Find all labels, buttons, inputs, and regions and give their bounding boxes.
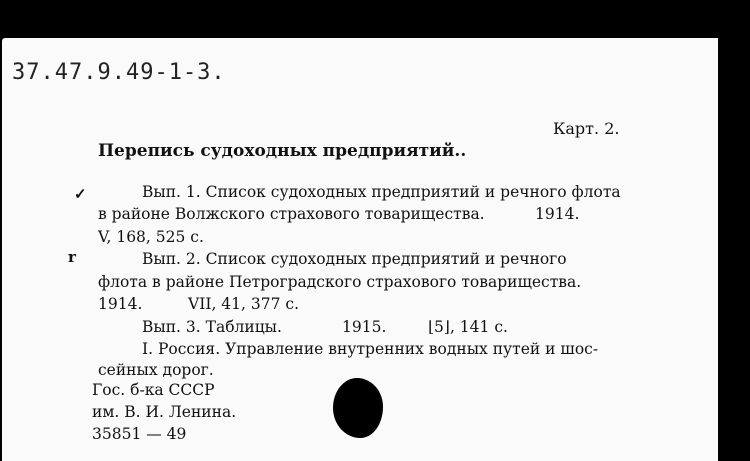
issue1-year: 1914. — [535, 205, 580, 223]
issue1-line3: V, 168, 525 с. — [98, 228, 204, 246]
issue2-year: 1914. — [98, 295, 143, 313]
issue3-year: 1915. — [342, 318, 387, 336]
issue2-mark: r — [68, 248, 76, 266]
library-line2: им. В. И. Ленина. — [92, 403, 237, 421]
call-number: 37.47.9.49-1-3. — [12, 60, 226, 85]
ink-blot — [333, 378, 383, 438]
library-line3: 35851 — 49 — [92, 425, 187, 443]
library-line1: Гос. б-ка СССР — [92, 381, 215, 399]
issue2-pages: VII, 41, 377 с. — [188, 295, 299, 313]
issue1-line2: в районе Волжского страхового товарищества. — [98, 205, 485, 223]
issue3-label: Вып. 3. Таблицы. — [142, 318, 282, 336]
card-title: Перепись судоходных предприятий.. — [98, 141, 467, 161]
issue3-pages: ⌊5⌋, 141 с. — [428, 318, 508, 336]
issue1-line1: Вып. 1. Список судоходных предприятий и речного флота — [142, 183, 621, 201]
checkmark-icon: ✓ — [74, 185, 87, 203]
card-label: Карт. 2. — [553, 119, 620, 138]
subject-line1: I. Россия. Управление внутренних водных путей и шос- — [142, 340, 599, 358]
subject-line2: сейных дорог. — [98, 361, 214, 379]
issue2-line2: флота в районе Петроградского страхового товарищества. — [98, 273, 582, 291]
issue2-line1: Вып. 2. Список судоходных предприятий и речного — [142, 250, 567, 268]
